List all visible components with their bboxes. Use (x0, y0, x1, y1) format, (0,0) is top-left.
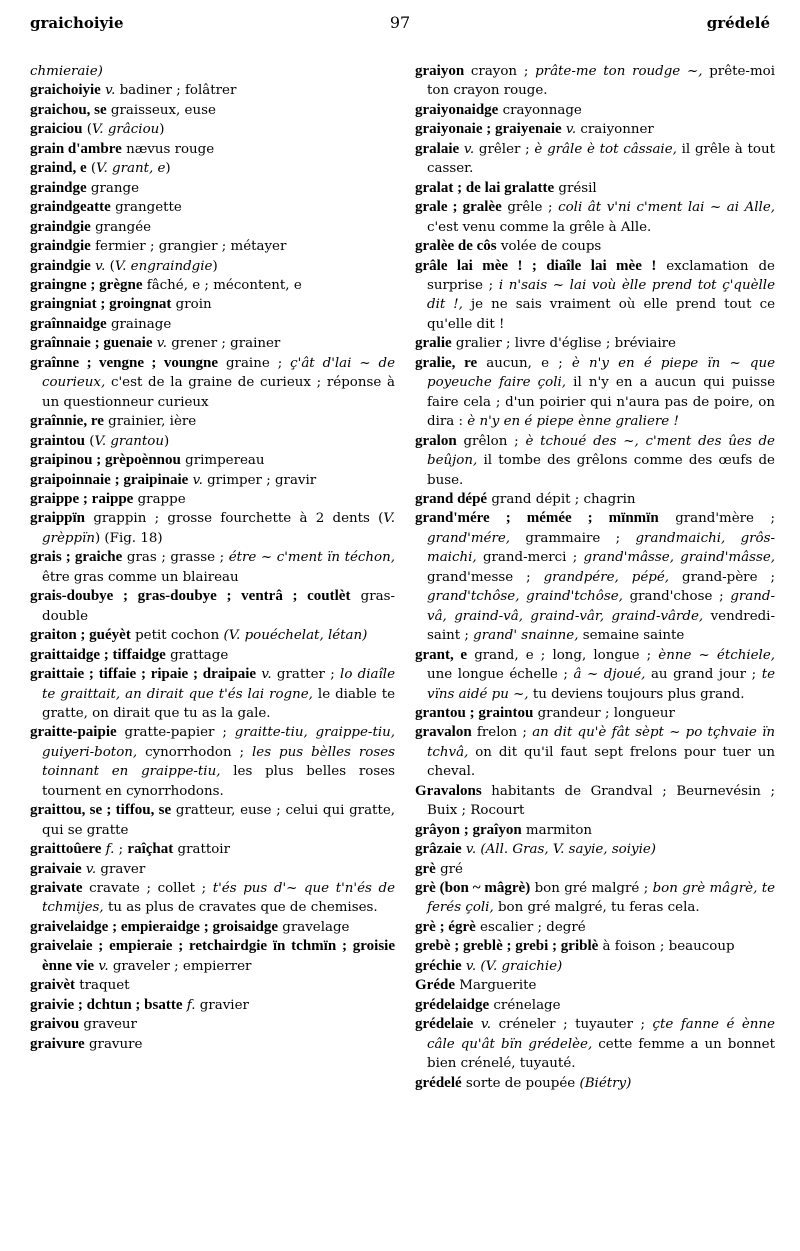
dictionary-entry (30, 1015, 395, 1034)
italic-text: v. (156, 336, 167, 352)
definition-text: gratter ; (271, 667, 341, 683)
dictionary-entry (30, 237, 395, 256)
dictionary-entry (415, 976, 775, 995)
headword: graiton ; guéyèt (30, 627, 131, 644)
headword: graind, e (30, 160, 87, 177)
definition-text: ) (212, 258, 218, 274)
headword: graivie ; dchtun ; bsatte (30, 996, 183, 1013)
italic-text: bon grè mâgrè, te ferés çoli, (427, 881, 776, 916)
italic-text: grand' snainne, (473, 628, 579, 644)
dictionary-entry (30, 996, 395, 1015)
definition-text: exclamation de surprise ; (427, 258, 775, 293)
dictionary-entry (415, 860, 775, 879)
headword: graittoûere (30, 841, 102, 858)
italic-text: grandpére, pépé, (543, 569, 670, 585)
headword: graînnaie ; guenaie (30, 335, 153, 352)
headword: graittaidge ; tiffaidge (30, 646, 166, 663)
definition-text: graver (96, 861, 146, 877)
dictionary-entry (30, 354, 395, 412)
dictionary-entry (415, 704, 775, 723)
italic-text: â ~ djoué, (573, 667, 646, 683)
dictionary-entry (30, 937, 395, 976)
headword: gralon (415, 432, 457, 449)
italic-text: ènne ~ étchiele, (658, 647, 775, 663)
dictionary-entry (415, 1074, 775, 1093)
definition-text: nævus rouge (121, 141, 215, 157)
dictionary-entry (415, 957, 775, 976)
headword: grale ; gralèe (415, 199, 502, 216)
italic-text: grand'tchôse, graind'tchôse, (427, 589, 623, 605)
definition-text: grêler ; (474, 141, 535, 157)
definition-text: grand'mère ; (658, 511, 775, 527)
dictionary-entry (415, 237, 775, 256)
definition-text: c'est venu comme la grêle à Alle. (427, 219, 652, 235)
definition-text: à foison ; beaucoup (598, 939, 735, 955)
italic-text: v. (All. Gras, V. sayie, soiyie) (465, 842, 657, 858)
dictionary-entry (30, 334, 395, 353)
italic-text: V. engraindgie (114, 258, 213, 274)
dictionary-entry (415, 879, 775, 918)
dictionary-entry (415, 646, 775, 704)
italic-text: f. (105, 842, 115, 858)
definition-text: gratte-papier ; (116, 725, 235, 741)
definition-text: grainage (106, 316, 172, 332)
page-header (30, 14, 770, 38)
headword: graittaie ; tiffaie ; ripaie ; draipaie (30, 666, 257, 683)
definition-text: grappe (133, 491, 186, 507)
headword: graivaie (30, 860, 82, 877)
definition-text: cette femme a un bonnet bien crénelé, tuyauté. (427, 1036, 775, 1072)
dictionary-entry (415, 996, 775, 1015)
definition-text: gralier ; livre d'église ; bréviaire (451, 336, 676, 352)
dictionary-entry (415, 1015, 775, 1073)
headword: grè (bon ~ mâgrè) (415, 880, 531, 897)
italic-text: grand-vâ, graind-vâ, graind-vâr, graind-vârde, (427, 589, 775, 624)
right-column (415, 62, 775, 1093)
dictionary-entry (30, 159, 395, 178)
headword: grédelaidge (415, 996, 490, 1013)
italic-text: V. grâciou (91, 122, 160, 138)
definition-text: grêlon ; (456, 433, 526, 449)
dictionary-entry (30, 101, 395, 120)
dictionary-entry (30, 257, 395, 276)
definition-text: c'est de la graine de curieux ; réponse à un questionneur curieux (42, 375, 395, 410)
definition-text: prête-moi ton crayon rouge. (427, 64, 775, 99)
definition-text: graveler ; empierrer (108, 958, 252, 974)
italic-text: è n'y en é piepe ïn ~ que poyeuche faire çoli, (427, 355, 775, 391)
dictionary-entry (415, 918, 775, 937)
italic-text: v. (95, 258, 106, 274)
italic-text: grand'mâsse, graind'mâsse, (583, 550, 776, 566)
definition-text: ) (Fig. 18) (94, 530, 163, 546)
headword: grais-doubye ; gras-doubye ; ventrâ ; coutlèt (30, 588, 351, 605)
definition-text: il grêle à tout casser. (427, 141, 775, 177)
definition-text: on dit qu'il faut sept frelons pour tuer un cheval. (427, 744, 775, 780)
italic-text: te vïns aidé pu ~, (427, 667, 776, 702)
definition-text: sorte de poupée (461, 1075, 580, 1091)
dictionary-entry (30, 295, 395, 314)
dictionary-entry (30, 412, 395, 431)
headword: graipoinnaie ; graipinaie (30, 471, 189, 488)
headword: graindgie (30, 238, 91, 255)
headword: gréchie (415, 957, 462, 974)
italic-text: V. grant, e (96, 161, 166, 177)
definition-text: ; (114, 842, 128, 858)
headword: grebè ; greblè ; grebi ; griblè (415, 938, 599, 955)
headword: graivate (30, 880, 83, 897)
dictionary-entry (30, 840, 395, 859)
definition-text: grange (86, 180, 140, 196)
definition-text: grand'chose ; (622, 589, 731, 605)
dictionary-entry (415, 257, 775, 335)
definition-text: semaine sainte (578, 628, 685, 644)
definition-text: grand-père ; (669, 569, 775, 585)
definition-text: grand dépit ; chagrin (487, 491, 636, 507)
headword: graînne ; vengne ; voungne (30, 354, 219, 371)
italic-text: chmieraie) (30, 64, 103, 79)
headword: grâzaie (415, 841, 462, 858)
definition-text: graine ; (218, 355, 291, 371)
headword: graippïn (30, 510, 86, 527)
definition-text: Marguerite (454, 978, 537, 994)
definition-text: gravelage (278, 919, 350, 935)
definition-text: grand, e ; long, longue ; (467, 647, 659, 663)
dictionary-entry (30, 587, 395, 626)
italic-text: è n'y en é piepe ènne graliere ! (467, 414, 679, 430)
headword: grédelé (415, 1074, 462, 1091)
definition-text: grangette (110, 200, 182, 216)
italic-text: v. (480, 1017, 492, 1033)
italic-text: è tchoué des ~, c'ment des ûes de beûjon, (427, 433, 775, 469)
definition-text: vendredi-saint ; (427, 608, 775, 644)
italic-text: v. (85, 861, 97, 877)
italic-text: ç'ât d'lai ~ de courieux, (42, 355, 395, 391)
dictionary-entry (415, 937, 775, 956)
headword: graiyon (415, 63, 465, 79)
definition-text: grimpereau (180, 453, 265, 469)
headword: grain d'ambre (30, 140, 122, 157)
dictionary-entry (30, 62, 395, 81)
definition-text: grandeur ; longueur (533, 705, 675, 721)
definition-text: fâché, e ; mécontent, e (142, 277, 302, 293)
definition-text: grangée (90, 219, 152, 235)
dictionary-entry (415, 490, 775, 509)
definition-text: graveur (79, 1017, 137, 1033)
italic-text: grandmaichi, grôs-maichi, (427, 530, 775, 566)
headword: graiciou (30, 121, 83, 138)
headword: graitte-paipie (30, 724, 117, 741)
left-column (30, 62, 395, 1054)
headword: grand'mére ; mémée ; mïnmïn (415, 510, 659, 527)
definition-text: je ne sais vraiment où elle prend tout ce qu'elle dit ! (427, 297, 775, 332)
definition-text: grimper ; gravir (202, 472, 317, 488)
headword: raîçhat (127, 841, 174, 858)
definition-text: au grand jour ; (645, 667, 762, 683)
dictionary-entry (415, 509, 775, 645)
headword: grédelaie (415, 1016, 474, 1033)
italic-text: v. (565, 122, 577, 138)
dictionary-entry (415, 821, 775, 840)
headword: grè ; égrè (415, 918, 476, 935)
headword: graingniat ; groingnat (30, 296, 172, 313)
definition-text: escalier ; degré (475, 919, 586, 935)
headword: gralat ; de lai gralatte (415, 179, 555, 196)
dictionary-entry (30, 976, 395, 995)
dictionary-entry (30, 490, 395, 509)
headword: graiyonaidge (415, 101, 499, 118)
italic-text: v. (98, 958, 109, 974)
headword: gralie, re (415, 354, 478, 371)
italic-text: V. grantou (94, 433, 164, 449)
dictionary-entry (30, 198, 395, 217)
headword: gravalon (415, 724, 472, 741)
italic-text: çte fanne é ènne câle qu'ât bïn grédelèe, (427, 1017, 775, 1052)
italic-text: an dit qu'è fât sèpt ~ po tçhvaie ïn tchvâ, (427, 725, 775, 760)
definition-text: cravate ; collet ; (82, 881, 213, 897)
definition-text: crayon ; (464, 64, 536, 79)
dictionary-entry (30, 723, 395, 801)
italic-text: v. (463, 141, 475, 157)
italic-text: étre ~ c'ment ïn téchon, (228, 550, 396, 566)
definition-text: il n'y en a aucun qui puisse faire cela ; d'un poirier qui n'aura pas de poire, on dira : (427, 375, 775, 430)
definition-text: il tombe des grêlons comme des œufs de buse. (427, 453, 775, 488)
definition-text: grand'messe ; (427, 569, 544, 585)
italic-text: coli ât v'ni c'ment lai ~ ai Alle, (558, 200, 775, 216)
italic-text: prâte-me ton roudge ~, (535, 64, 703, 79)
page-number: 97 (389, 13, 411, 32)
dictionary-entry (30, 81, 395, 100)
headword: graînnaidge (30, 315, 107, 332)
header-last-word: grédelé (706, 14, 770, 32)
definition-text: grappin ; grosse fourchette à 2 dents ( (85, 511, 384, 527)
dictionary-entry (30, 918, 395, 937)
definition-text: gré (435, 861, 463, 877)
definition-text: grattoir (173, 842, 230, 858)
header-first-word: graichoiyie (30, 14, 124, 32)
definition-text: groin (171, 297, 212, 313)
dictionary-entry (30, 276, 395, 295)
dictionary-entry (415, 62, 775, 101)
headword: graiyonaie ; graiyenaie (415, 121, 562, 138)
definition-text: aucun, e ; (477, 355, 572, 371)
definition-text: grattage (165, 647, 229, 663)
dictionary-entry (415, 140, 775, 179)
definition-text: marmiton (521, 822, 593, 838)
dictionary-entry (30, 626, 395, 645)
dictionary-entry (30, 801, 395, 840)
headword: graindgie (30, 218, 91, 235)
definition-text: gravure (84, 1036, 143, 1052)
dictionary-entry (30, 315, 395, 334)
italic-text: (V. pouéchelat, létan) (223, 628, 368, 644)
dictionary-entry (415, 179, 775, 198)
dictionary-entry (30, 471, 395, 490)
definition-text: gratteur, euse ; celui qui gratte, qui se gratte (42, 803, 396, 838)
definition-text: créneler ; tuyauter ; (491, 1017, 653, 1033)
definition-text: frelon ; (471, 725, 533, 741)
italic-text: V. grèppïn (42, 511, 395, 546)
definition-text: les plus belles roses tournent en cynorrhodons. (42, 764, 395, 799)
italic-text: v. (V. graichie) (465, 958, 563, 974)
dictionary-entry (30, 646, 395, 665)
italic-text: i n'sais ~ lai voù èlle prend tot ç'quèlle dit !, (427, 277, 775, 313)
headword: Gréde (415, 977, 455, 994)
definition-text: fermier ; grangier ; métayer (90, 239, 287, 255)
italic-text: f. (186, 997, 196, 1013)
definition-text: grainier, ière (103, 414, 197, 430)
headword: graindge (30, 179, 87, 196)
definition-text: craiyonner (576, 122, 654, 138)
headword: grè (415, 860, 436, 877)
definition-text: crénelage (489, 997, 561, 1013)
headword: grant, e (415, 646, 468, 663)
definition-text: ( (82, 122, 92, 138)
definition-text (473, 1017, 481, 1032)
headword: graichou, se (30, 101, 107, 118)
headword: graivure (30, 1035, 85, 1052)
dictionary-entry (415, 782, 775, 821)
dictionary-entry (415, 432, 775, 490)
dictionary-entry (30, 548, 395, 587)
italic-text: les pus bèlles roses toinnant en graippe-tiu, (42, 744, 396, 780)
headword: gralèe de côs (415, 238, 497, 255)
dictionary-entry (415, 120, 775, 139)
definition-text: une longue échelle ; (427, 667, 574, 683)
definition-text: badiner ; folâtrer (115, 83, 237, 99)
headword: grâle lai mèe ! ; diaîle lai mèe ! (415, 257, 657, 274)
definition-text: être gras comme un blaireau (42, 569, 239, 585)
headword: graivou (30, 1016, 80, 1033)
headword: grand dépé (415, 490, 488, 507)
definition-text: gravier (195, 997, 249, 1013)
definition-text: grammaire ; (510, 530, 636, 546)
definition-text: petit cochon (130, 628, 224, 644)
dictionary-entry (30, 879, 395, 918)
dictionary-entry (30, 509, 395, 548)
dictionary-entry (415, 354, 775, 432)
italic-text: grand'mére, (427, 530, 511, 546)
definition-text: ( (85, 433, 95, 449)
dictionary-entry (415, 198, 775, 237)
definition-text: ( (105, 258, 115, 274)
headword: graindgeatte (30, 199, 111, 216)
definition-text: le diable te gratte, on dirait que tu as la gale. (42, 686, 395, 721)
headword: graivelaidge ; empieraidge ; groisaidge (30, 918, 279, 935)
definition-text: volée de coups (496, 239, 602, 255)
headword: grantou ; graintou (415, 704, 534, 721)
headword: gralaie (415, 140, 460, 157)
headword: grâyon ; graîyon (415, 821, 522, 838)
italic-text: v. (261, 667, 272, 683)
dictionary-entry (30, 218, 395, 237)
headword: graintou (30, 432, 86, 449)
definition-text: graisseux, euse (106, 102, 216, 118)
headword: graingne ; grègne (30, 276, 143, 293)
dictionary-entry (30, 665, 395, 723)
definition-text: tu as plus de cravates que de chemises. (103, 900, 378, 916)
italic-text: graitte-tiu, graippe-tiu, guiyeri-boton, (42, 725, 395, 760)
definition-text: cynorrhodon ; (137, 744, 253, 760)
headword: graivèt (30, 977, 75, 994)
definition-text: traquet (74, 978, 130, 994)
headword: graittou, se ; tiffou, se (30, 802, 172, 819)
definition-text: grener ; grainer (167, 336, 281, 352)
dictionary-entry (415, 101, 775, 120)
dictionary-entry (30, 451, 395, 470)
italic-text: v. (105, 83, 116, 99)
dictionary-entry (30, 860, 395, 879)
definition-text: ) (164, 433, 170, 449)
headword: Gravalons (415, 782, 482, 799)
italic-text: lo diaîle te graittait, an dirait que t'és lai rogne, (42, 667, 395, 702)
dictionary-entry (30, 120, 395, 139)
definition-text: grand-merci ; (476, 550, 584, 566)
dictionary-entry (30, 1035, 395, 1054)
dictionary-entry (30, 179, 395, 198)
definition-text: ) (159, 122, 165, 138)
headword: graichoiyie (30, 82, 101, 99)
headword: grais ; graiche (30, 549, 123, 566)
definition-text: tu deviens toujours plus grand. (528, 686, 745, 702)
definition-text: bon gré malgré ; (530, 881, 653, 897)
definition-text: grêle ; (501, 200, 559, 216)
headword: gralie (415, 335, 452, 352)
definition-text: ) (165, 161, 171, 177)
definition-text: habitants de Grandval ; Beurnevésin ; Buix ; Rocourt (427, 783, 775, 819)
definition-text: crayonnage (498, 102, 582, 118)
dictionary-entry (415, 334, 775, 353)
definition-text: grésil (554, 180, 597, 196)
definition-text: gras ; grasse ; (122, 550, 229, 566)
headword: graipinou ; grèpoènnou (30, 452, 181, 469)
italic-text: t'és pus d'~ que t'n'és de tchmijes, (42, 881, 395, 916)
headword: graippe ; raippe (30, 490, 134, 507)
dictionary-entry (415, 840, 775, 859)
headword: graînnie, re (30, 413, 104, 430)
definition-text: ( (86, 161, 97, 177)
dictionary-entry (30, 432, 395, 451)
italic-text: v. (192, 472, 203, 488)
italic-text: (Biétry) (579, 1075, 632, 1091)
headword: graivelaie ; empieraie ; retchairdgie ïn tchmïn ; groisie ènne vie (30, 938, 395, 974)
definition-text: bon gré malgré, tu feras cela. (493, 900, 700, 916)
definition-text: gras-double (42, 589, 395, 624)
dictionary-entry (415, 723, 775, 781)
headword: graindgie (30, 257, 91, 274)
dictionary-entry (30, 140, 395, 159)
italic-text: è grâle è tot câssaie, (534, 141, 677, 157)
